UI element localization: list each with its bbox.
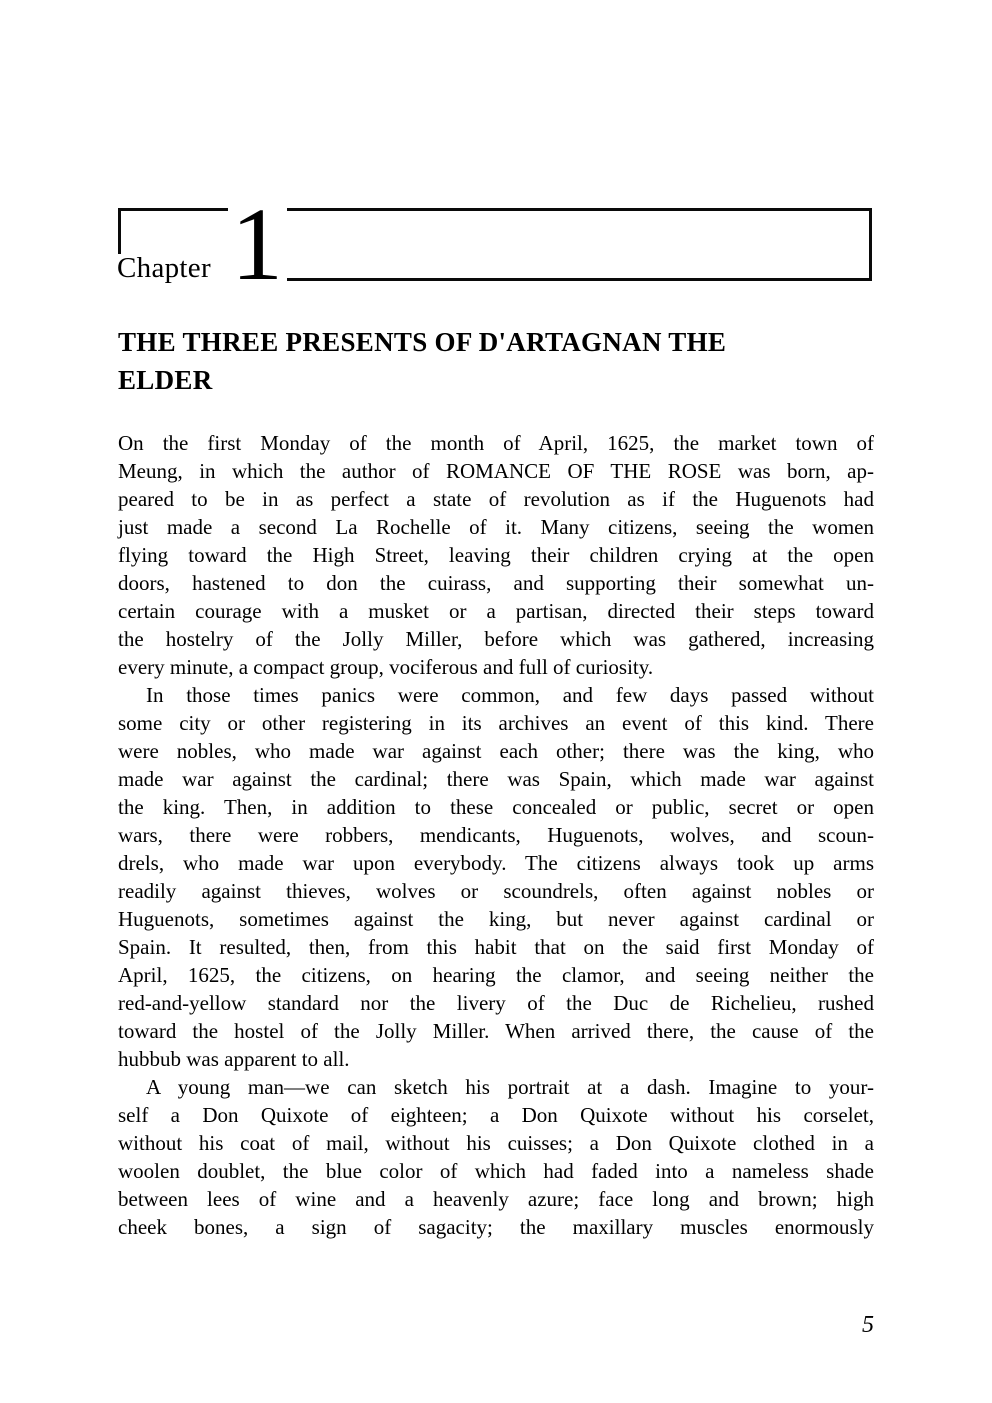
text-line: hubbub was apparent to all.: [118, 1047, 350, 1071]
text-line: between lees of wine and a heavenly azure; face long and brown; high: [118, 1187, 874, 1211]
chapter-rule-left: [118, 208, 228, 254]
text-line: peared to be in as perfect a state of revolution as if the Huguenots had: [118, 487, 874, 511]
paragraph: [118, 1073, 874, 1241]
text-line: every minute, a compact group, vociferous and full of curiosity.: [118, 655, 654, 679]
text-line: some city or other registering in its archives an event of this kind. There: [118, 711, 874, 735]
text-line: Huguenots, sometimes against the king, but never against cardinal or: [118, 907, 874, 931]
text-line: without his coat of mail, without his cuisses; a Don Quixote clothed in a: [118, 1131, 874, 1155]
chapter-title-line2: ELDER: [118, 365, 213, 395]
text-line: doors, hastened to don the cuirass, and supporting their somewhat un-: [118, 571, 874, 595]
text-line: A young man—we can sketch his portrait at a dash. Imagine to your-: [146, 1075, 874, 1099]
text-line: In those times panics were common, and few days passed without: [146, 683, 874, 707]
text-line: cheek bones, a sign of sagacity; the maxillary muscles enormously: [118, 1215, 874, 1239]
chapter-title: [118, 323, 858, 399]
text-line: wars, there were robbers, mendicants, Huguenots, wolves, and scoun-: [118, 823, 874, 847]
paragraph: [118, 681, 874, 1073]
text-line: Meung, in which the author of ROMANCE OF THE ROSE was born, ap-: [118, 459, 874, 483]
chapter-number: 1: [231, 187, 283, 302]
text-line: drels, who made war upon everybody. The citizens always took up arms: [118, 851, 874, 875]
paragraph: [118, 429, 874, 681]
page-number: 5: [862, 1312, 874, 1338]
body-text: [118, 429, 874, 1241]
text-line: On the first Monday of the month of April, 1625, the market town of: [118, 431, 874, 455]
text-line: the king. Then, in addition to these concealed or public, secret or open: [118, 795, 874, 819]
text-line: Spain. It resulted, then, from this habit that on the said first Monday of: [118, 935, 874, 959]
chapter-title-line1: THE THREE PRESENTS OF D'ARTAGNAN THE: [118, 327, 727, 357]
text-line: self a Don Quixote of eighteen; a Don Quixote without his corselet,: [118, 1103, 874, 1127]
text-line: were nobles, who made war against each other; there was the king, who: [118, 739, 874, 763]
text-line: the hostelry of the Jolly Miller, before which was gathered, increasing: [118, 627, 874, 651]
text-line: readily against thieves, wolves or scoundrels, often against nobles or: [118, 879, 874, 903]
text-line: just made a second La Rochelle of it. Many citizens, seeing the women: [118, 515, 874, 539]
text-line: April, 1625, the citizens, on hearing the clamor, and seeing neither the: [118, 963, 874, 987]
text-line: made war against the cardinal; there was Spain, which made war against: [118, 767, 874, 791]
text-line: red-and-yellow standard nor the livery of the Duc de Richelieu, rushed: [118, 991, 874, 1015]
chapter-label: Chapter: [117, 252, 211, 284]
text-line: flying toward the High Street, leaving their children crying at the open: [118, 543, 874, 567]
text-line: certain courage with a musket or a partisan, directed their steps toward: [118, 599, 874, 623]
chapter-rule-right: [287, 208, 872, 281]
text-line: woolen doublet, the blue color of which had faded into a nameless shade: [118, 1159, 874, 1183]
text-line: toward the hostel of the Jolly Miller. When arrived there, the cause of the: [118, 1019, 874, 1043]
